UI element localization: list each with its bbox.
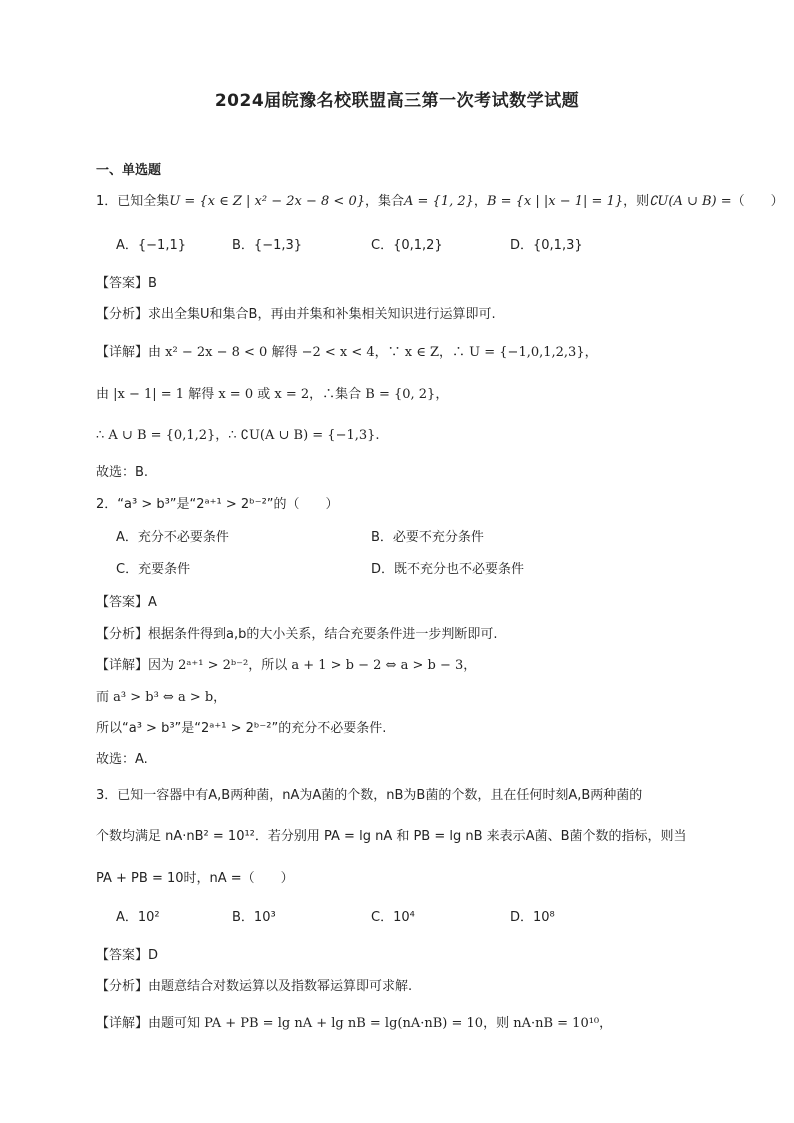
- q1-option-b: B．{−1,3}: [232, 238, 303, 253]
- q1-detail-tag: 【详解】: [96, 345, 149, 360]
- q1-expression: ∁U(A ∪ B) =: [649, 194, 732, 209]
- q2-stem: 2．“a³ > b³”是“2ᵃ⁺¹ > 2ᵇ⁻²”的（ ）: [96, 497, 339, 512]
- q1-detail-1: [96, 343, 598, 363]
- q2-detail-tag: 【详解】: [96, 658, 149, 673]
- q2-analysis-text: 根据条件得到a,b的大小关系，结合充要条件进一步判断即可.: [148, 627, 498, 642]
- q1-detail-2: 由 |x − 1| = 1 解得 x = 0 或 x = 2，∴集合 B = {0, 2}，: [96, 387, 449, 402]
- q1-detail-3: ∴ A ∪ B = {0,1,2}，∴ ∁U(A ∪ B) = {−1,3}.: [96, 428, 380, 443]
- q1-detail-1-text: 由 x² − 2x − 8 < 0 解得 −2 < x < 4，∵ x ∈ Z，∴ U = {−1,0,1,2,3}，: [148, 345, 598, 360]
- q1-mid3: ，则: [623, 194, 650, 209]
- document-title: 2024届皖豫名校联盟高三第一次考试数学试题: [214, 91, 580, 111]
- q1-analysis-text: 求出全集U和集合B，再由并集和补集相关知识进行运算即可.: [148, 307, 496, 322]
- q1-blank: （ ）: [731, 194, 784, 209]
- q2-detail-2: 而 a³ > b³ ⇔ a > b，: [96, 690, 227, 705]
- q1-option-a: A．{−1,1}: [116, 238, 187, 253]
- q1-stem: [96, 192, 784, 212]
- q3-detail-1: [96, 1014, 612, 1034]
- q3-stem-1: 3．已知一容器中有A,B两种菌，nA为A菌的个数，nB为B菌的个数，且在任何时刻A,B两种菌的: [96, 788, 643, 803]
- q3-detail-1-text: 由题可知 PA + PB = lg nA + lg nB = lg(nA·nB) = 10，则 nA·nB = 10¹⁰，: [148, 1016, 613, 1031]
- q2-option-d: D．既不充分也不必要条件: [371, 562, 525, 577]
- q1-answer: 【答案】B: [96, 276, 157, 291]
- q2-detail-1: [96, 656, 476, 676]
- q1-option-d: D．{0,1,3}: [510, 238, 583, 253]
- q1-analysis: [96, 305, 496, 325]
- q3-stem-3: PA + PB = 10时，nA =（ ）: [96, 871, 294, 886]
- q1-option-c: C．{0,1,2}: [371, 238, 443, 253]
- q1-stem-pre: 1．已知全集: [96, 194, 170, 209]
- q1-set-a: A = {1, 2}: [404, 194, 474, 209]
- q1-universal-set: U = {x ∈ Z | x² − 2x − 8 < 0}: [169, 194, 365, 209]
- q2-option-c: C．充要条件: [116, 562, 191, 577]
- section-heading: 一、单选题: [96, 163, 162, 178]
- q3-analysis-text: 由题意结合对数运算以及指数幂运算即可求解.: [148, 979, 413, 994]
- q3-answer: 【答案】D: [96, 948, 159, 963]
- q3-analysis-tag: 【分析】: [96, 979, 149, 994]
- q3-option-d: D．10⁸: [510, 910, 555, 925]
- q1-conclusion: 故选：B.: [96, 465, 149, 480]
- q3-stem-2: 个数均满足 nA·nB² = 10¹²．若分别用 PA = lg nA 和 PB = lg nB 来表示A菌、B菌个数的指标，则当: [96, 829, 687, 844]
- q2-conclusion: 故选：A.: [96, 752, 148, 767]
- q3-option-a: A．10²: [116, 910, 160, 925]
- q3-option-c: C．10⁴: [371, 910, 415, 925]
- q2-detail-3: 所以“a³ > b³”是“2ᵃ⁺¹ > 2ᵇ⁻²”的充分不必要条件.: [96, 721, 387, 736]
- q3-option-b: B．10³: [232, 910, 276, 925]
- q2-option-a: A．充分不必要条件: [116, 530, 229, 545]
- q2-analysis: [96, 625, 498, 645]
- q2-detail-1-text: 因为 2ᵃ⁺¹ > 2ᵇ⁻²，所以 a + 1 > b − 2 ⇔ a > b − 3，: [148, 658, 477, 673]
- q1-mid1: ，集合: [365, 194, 405, 209]
- q2-option-b: B．必要不充分条件: [371, 530, 484, 545]
- q1-mid2: ，: [473, 194, 487, 209]
- q1-analysis-tag: 【分析】: [96, 307, 149, 322]
- q2-analysis-tag: 【分析】: [96, 627, 149, 642]
- q1-set-b: B = {x | |x − 1| = 1}: [486, 194, 624, 209]
- q3-detail-tag: 【详解】: [96, 1016, 149, 1031]
- q2-answer: 【答案】A: [96, 595, 157, 610]
- q3-analysis: [96, 977, 412, 997]
